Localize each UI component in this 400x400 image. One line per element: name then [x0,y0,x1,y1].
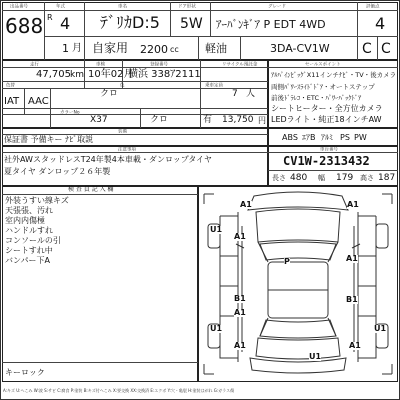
note-line: 社外AWスタッドレスT24年製4本車載・ダンロップタイヤ [4,155,213,164]
inspector-line: ハンドルすれ [5,226,53,235]
damage-mark-center: P [284,257,290,266]
equip-alloy: ｱﾙﾐ [321,133,333,142]
exterior-grade: C [381,41,391,57]
damage-mark-front-left: A1 [240,200,252,209]
inspector-line: バンパー下A [5,256,50,265]
month-value: 1 [62,42,69,55]
mileage-value: 47,705 [36,69,71,80]
grade-value: ｱｰﾊﾞﾝｷﾞｱ P EDT 4WD [216,18,326,31]
displacement-value: 2200 [140,43,168,56]
color-value: クロ [100,89,119,99]
damage-mark-rear-right: B1 [346,295,358,304]
selling-point-line: 前後ﾄﾞﾗﾚｺ・ETC・ﾊﾟﾜｰﾊﾞｯｸﾄﾞｱ [271,94,362,102]
displacement-unit: cc [170,45,179,54]
selling-point-line: ｱﾙﾊﾟｲﾝﾋﾞｯｸﾞX11インチﾅﾋﾞ・TV・後カメラ [271,71,397,79]
seats-value: 7 [232,89,238,99]
inspector-line: 室内内傷極 [5,216,45,225]
lot-label: 出品番号 [10,3,29,10]
recycle-amount: 13,750 [222,115,254,125]
year-value: 4 [60,14,71,33]
inspection-label: 車検 [96,61,106,68]
chassis-label: 車台番号 [320,146,339,153]
note-line: 夏タイヤ ダンロップ２６年製 [4,167,111,176]
selling-points-title: セールスポイント [305,61,341,68]
notes-label: 注意事項 [118,146,137,153]
model-label: 車名 [118,3,128,10]
damage-mark-rear-left-b: B1 [234,294,246,303]
inspector-line: 天張張、汚れ [5,206,53,215]
width-value: 179 [336,173,354,183]
recycle-unit: 円 [258,116,266,125]
damage-mark-rear-left-a: A1 [234,308,246,317]
plate-value: 横浜 338ｱ2111 [128,69,201,80]
interior-grade: C [362,41,372,57]
doors-label: ドア形状 [178,3,196,10]
inspector-line: シートすれ中 [5,246,53,255]
color-label: 色 [120,82,125,89]
inspection-value: 10年02月 [88,69,134,80]
month-unit: 月 [72,43,82,54]
damage-mark-rear-wheel-right: U1 [374,324,387,333]
width-label: 幅 [318,174,325,182]
colorcode-label: カラーNo [60,109,80,116]
seats-unit: 人 [246,89,256,99]
mileage-unit: km [70,70,84,80]
ac-value: AAC [28,96,49,107]
equip-ps: PS [340,133,350,142]
inspector-report-title: 検 査 員 記 入 欄 [68,186,114,193]
plate-label: 登録番号 [150,61,169,68]
chassis-number: CV1W-2313432 [283,154,370,168]
mileage-label: 走行 [30,61,40,68]
model-code: 3DA-CV1W [270,42,330,55]
color-code: X37 [90,115,108,125]
model-name: ﾃﾞﾘｶD:5 [100,13,160,32]
recycle-header: リサイクル預託金 [222,61,258,68]
year-label: 年式 [56,3,66,10]
score-label: 評価点 [366,3,380,10]
seats-label: 乗車定員 [205,82,224,89]
lot-number: 688 [5,14,44,38]
inspector-line: 外装うすい線キズ [5,196,69,205]
score-value: 4 [375,14,386,33]
damage-mark-front-wheel-left: U1 [210,225,223,234]
damage-legend: A:キズ U:へこみ W:波 S:サビ C:腐食 P:塗装 B:キズ付へこみ X:要交換 XX:交換済 E:エクボ Y:穴・亀裂 H:塗装はがれ G:ガラス傷 [3,388,235,393]
fuel-value: 軽油 [205,42,227,55]
documents-label: 装備 [118,128,128,135]
damage-mark-front-right: A1 [347,200,359,209]
damage-mark-rear-bumper: U1 [309,352,322,361]
bottom-note: キーロック [5,368,45,377]
length-label: 長さ [272,174,286,182]
equip-pw: PW [354,133,367,142]
door-type: 5W [180,16,203,32]
damage-mark-front-left-panel: A1 [234,232,246,241]
length-value: 480 [290,173,308,183]
selling-point-line: シートヒーター・全方位カメラ [271,104,383,113]
damage-mark-right-door: A1 [346,254,358,263]
damage-mark-rear-bumper-right: A1 [349,341,361,350]
color-no-label: 色替 [6,82,16,89]
documents-text: 保証書 予備キー ﾅﾋﾞ取説 [4,135,94,144]
height-label: 高さ [360,174,374,182]
use-value: 自家用 [92,41,129,55]
inspector-line: コンソールの引 [5,236,61,245]
equip-airbag: ｴｱB [302,133,316,142]
grade-label: グレード [268,3,287,10]
equip-abs: ABS [282,133,298,142]
color-name: クロ [150,115,169,125]
damage-mark-rear-wheel-left: U1 [210,324,223,333]
car-outline-diagram [198,186,398,382]
damage-mark-rear-bumper-left: A1 [234,341,246,350]
year-era: R [47,13,53,22]
height-value: 187 [378,173,396,183]
selling-point-line: 両側ﾊﾟﾜｰｽﾗｲﾄﾞﾄﾞｱ・オートステップ [271,83,375,91]
selling-point-line: LEDライト・純正18インチAW [271,115,382,124]
recycle-mark: 有 [203,115,213,125]
transmission-value: IAT [4,96,20,107]
